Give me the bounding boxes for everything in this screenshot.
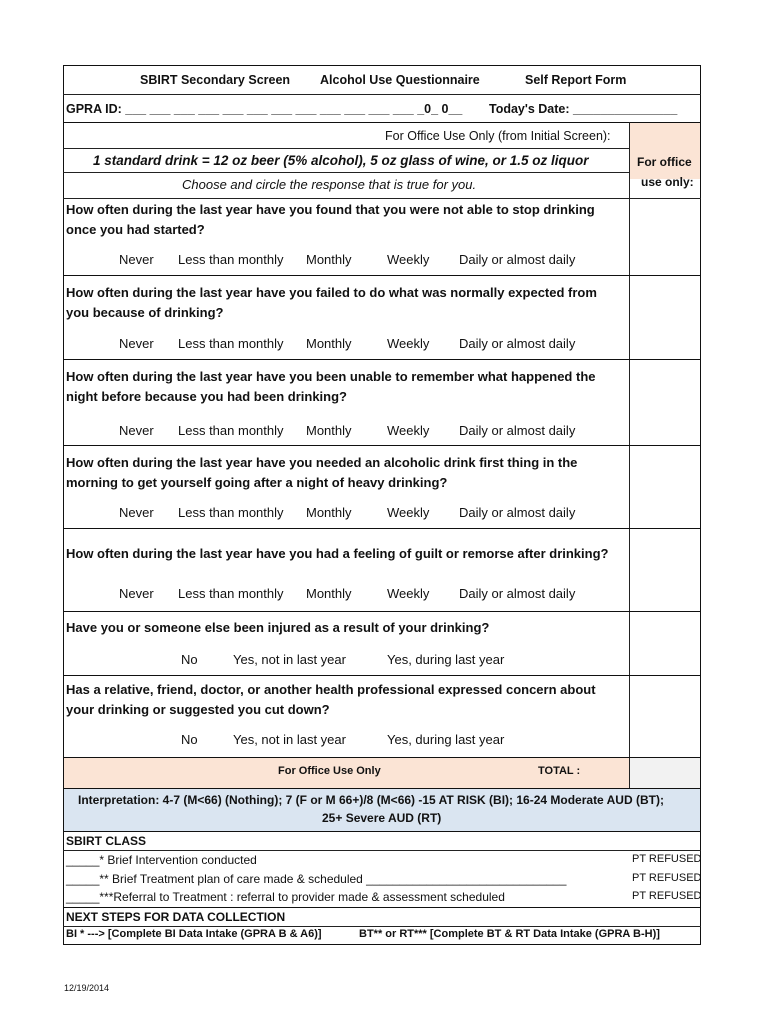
standard-drink-note: 1 standard drink = 12 oz beer (5% alcohol), 5 oz glass of wine, or 1.5 oz liquor [93, 153, 589, 168]
form-title-questionnaire: Alcohol Use Questionnaire [320, 73, 480, 87]
todays-date-field[interactable]: Today's Date: _______________ [489, 102, 678, 116]
sbirt-form [63, 65, 701, 945]
question-1: How often during the last year have you found that you were not able to stop drinking once you had started? [66, 202, 595, 237]
office-initial-label: For Office Use Only (from Initial Screen): [385, 129, 611, 143]
q7-option-no[interactable]: No [181, 732, 198, 747]
form-title-sbirt: SBIRT Secondary Screen [140, 73, 291, 87]
q6-option-no[interactable]: No [181, 652, 198, 667]
q2-option-never[interactable]: Never [119, 336, 154, 351]
next-steps-heading: NEXT STEPS FOR DATA COLLECTION [66, 910, 286, 924]
gpra-id-field[interactable]: GPRA ID: ___ ___ ___ ___ ___ ___ ___ ___ ___ ___ ___ ___ _0_ 0__ [66, 102, 463, 116]
class-brief-intervention[interactable]: _____* Brief Intervention conducted [66, 853, 257, 867]
q1-option-never[interactable]: Never [119, 252, 154, 267]
question-6: Have you or someone else been injured as a result of your drinking? [66, 620, 490, 635]
q4-option-less-than-monthly[interactable]: Less than monthly [178, 505, 284, 520]
q3-option-less-than-monthly[interactable]: Less than monthly [178, 423, 284, 438]
office-col-label-2: use only: [641, 175, 694, 189]
q3-option-monthly[interactable]: Monthly [306, 423, 352, 438]
q2-option-monthly[interactable]: Monthly [306, 336, 352, 351]
q3-option-daily[interactable]: Daily or almost daily [459, 423, 576, 438]
q6-option-not-last-year[interactable]: Yes, not in last year [233, 652, 346, 667]
interpretation-line-2: 25+ Severe AUD (RT) [322, 811, 442, 825]
class-brief-treatment[interactable]: _____** Brief Treatment plan of care made & scheduled ______________________________ [66, 872, 567, 886]
q1-option-weekly[interactable]: Weekly [387, 252, 430, 267]
question-4: How often during the last year have you needed an alcoholic drink first thing in the morning to get yourself going after a night of heavy drinking? [66, 455, 578, 490]
q7-option-not-last-year[interactable]: Yes, not in last year [233, 732, 346, 747]
question-3: How often during the last year have you been unable to remember what happened the night before because you had been drinking? [66, 369, 596, 404]
q1-option-daily[interactable]: Daily or almost daily [459, 252, 576, 267]
bt-rt-next-step: BT** or RT*** [Complete BT & RT Data Intake (GPRA B-H)] [359, 928, 660, 940]
question-7: Has a relative, friend, doctor, or another health professional expressed concern about your drinking or suggested you cut down? [66, 682, 596, 717]
office-use-only-label: For Office Use Only [278, 765, 381, 777]
q4-option-daily[interactable]: Daily or almost daily [459, 505, 576, 520]
form-title-self-report: Self Report Form [525, 73, 627, 87]
q3-option-weekly[interactable]: Weekly [387, 423, 430, 438]
class-referral[interactable]: _____***Referral to Treatment : referral to provider made & assessment scheduled [66, 890, 505, 904]
q1-option-monthly[interactable]: Monthly [306, 252, 352, 267]
q1-option-less-than-monthly[interactable]: Less than monthly [178, 252, 284, 267]
office-shade-top [629, 123, 700, 179]
question-5: How often during the last year have you had a feeling of guilt or remorse after drinking? [66, 546, 609, 561]
q5-option-never[interactable]: Never [119, 586, 154, 601]
q2-option-weekly[interactable]: Weekly [387, 336, 430, 351]
office-col-label-1: For office [637, 155, 692, 169]
refused-brief-treatment[interactable]: PT REFUSED [632, 872, 702, 884]
bi-next-step: BI * ---> [Complete BI Data Intake (GPRA B & A6)] [66, 928, 322, 940]
interpretation-line-1: Interpretation: 4-7 (M<66) (Nothing); 7 (F or M 66+)/8 (M<66) -15 AT RISK (BI); 16-24 Moderate AUD (BT); [78, 793, 664, 807]
q4-option-weekly[interactable]: Weekly [387, 505, 430, 520]
q5-option-less-than-monthly[interactable]: Less than monthly [178, 586, 284, 601]
footer-date: 12/19/2014 [64, 983, 110, 993]
total-score-shade [629, 757, 700, 788]
q4-option-monthly[interactable]: Monthly [306, 505, 352, 520]
instructions: Choose and circle the response that is true for you. [182, 177, 477, 192]
q5-option-monthly[interactable]: Monthly [306, 586, 352, 601]
q5-option-weekly[interactable]: Weekly [387, 586, 430, 601]
total-label: TOTAL : [538, 765, 581, 777]
sbirt-class-heading: SBIRT CLASS [66, 834, 147, 848]
refused-brief-intervention[interactable]: PT REFUSED [632, 853, 702, 865]
q6-option-during-last-year[interactable]: Yes, during last year [387, 652, 505, 667]
q7-option-during-last-year[interactable]: Yes, during last year [387, 732, 505, 747]
q5-option-daily[interactable]: Daily or almost daily [459, 586, 576, 601]
q2-option-daily[interactable]: Daily or almost daily [459, 336, 576, 351]
refused-referral[interactable]: PT REFUSED [632, 890, 702, 902]
q3-option-never[interactable]: Never [119, 423, 154, 438]
question-2: How often during the last year have you failed to do what was normally expected from you because of drinking? [66, 285, 597, 320]
q4-option-never[interactable]: Never [119, 505, 154, 520]
q2-option-less-than-monthly[interactable]: Less than monthly [178, 336, 284, 351]
